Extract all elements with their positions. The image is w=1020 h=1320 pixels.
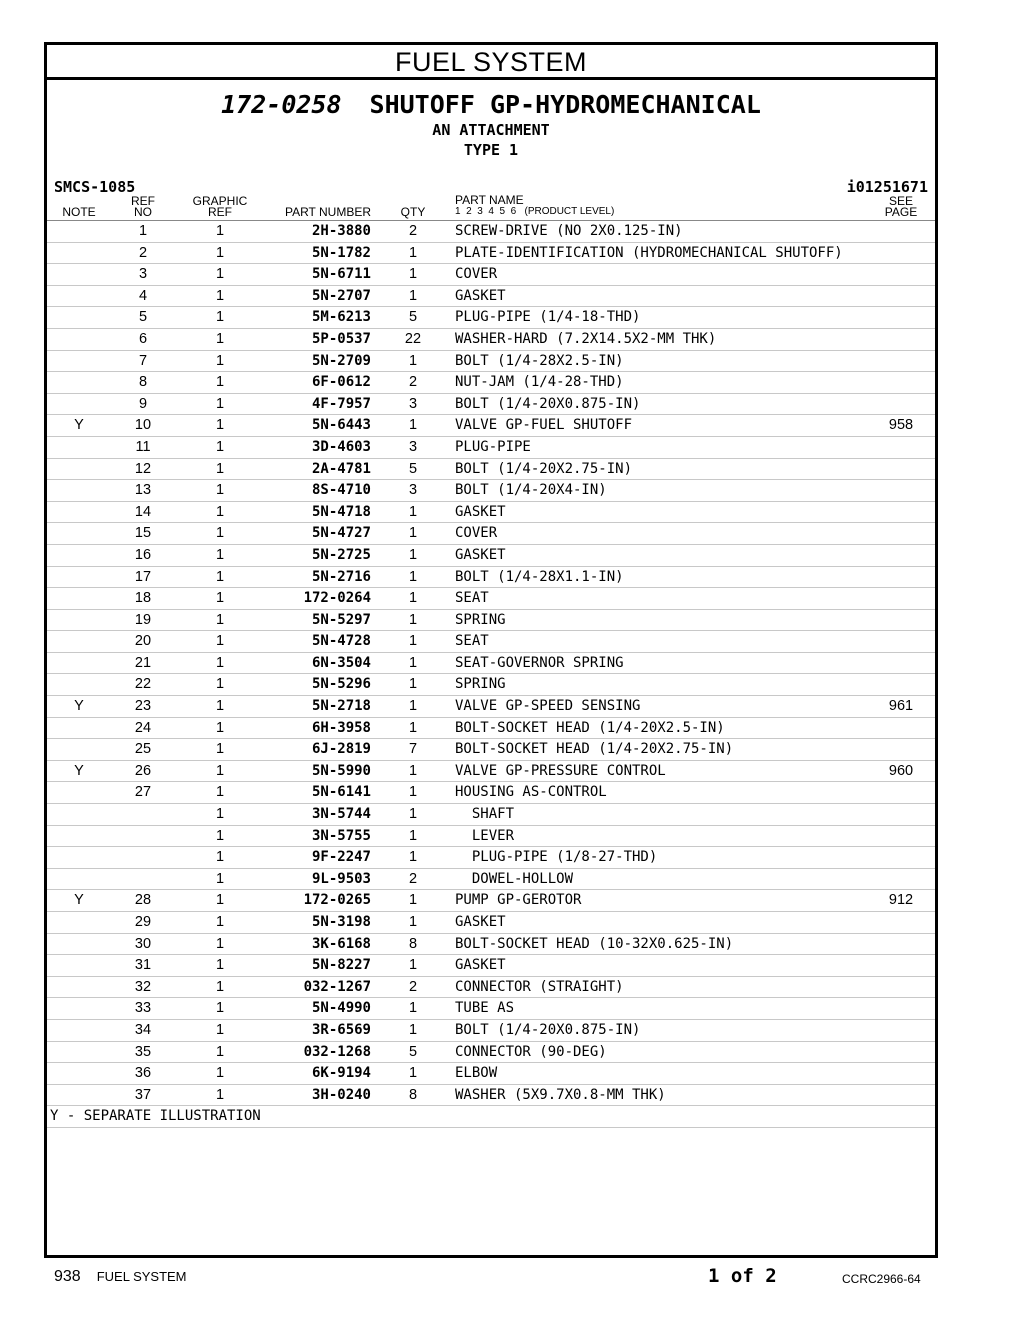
- col-qty: QTY: [400, 205, 426, 219]
- part-name-cell: TUBE AS: [455, 1000, 515, 1017]
- quantity-cell: 1: [408, 590, 418, 607]
- part-name-cell: BOLT (1/4-20X2.75-IN): [455, 460, 633, 477]
- part-name-cell: ELBOW: [455, 1065, 498, 1082]
- part-name-cell: PUMP GP-GEROTOR: [455, 892, 582, 909]
- graphic-ref-cell: 1: [215, 957, 225, 974]
- ref-number-cell: 24: [134, 719, 152, 736]
- table-row: [47, 1063, 935, 1085]
- table-row: [47, 372, 935, 394]
- table-row: [47, 912, 935, 934]
- part-name-cell: PLATE-IDENTIFICATION (HYDROMECHANICAL SHUTOFF): [455, 244, 843, 261]
- table-row: [47, 890, 935, 912]
- ref-number-cell: 19: [134, 611, 152, 628]
- notes-text: Y - SEPARATE ILLUSTRATION: [50, 1108, 261, 1125]
- graphic-ref-cell: 1: [215, 1065, 225, 1082]
- quantity-cell: 3: [408, 395, 418, 412]
- table-row: [47, 847, 935, 869]
- table-row: [47, 1042, 935, 1064]
- graphic-ref-cell: 1: [215, 309, 225, 326]
- col-ref-top: REF: [131, 194, 155, 208]
- part-name-cell: DOWEL-HOLLOW: [455, 870, 574, 887]
- ref-number-cell: 5: [138, 309, 148, 326]
- col-product-level: 1 2 3 4 5 6 (PRODUCT LEVEL): [455, 206, 615, 217]
- quantity-cell: 1: [408, 244, 418, 261]
- part-number-cell: 5N-5296: [311, 676, 371, 693]
- table-row: [47, 610, 935, 632]
- graphic-ref-cell: 1: [215, 482, 225, 499]
- graphic-ref-cell: 1: [215, 330, 225, 347]
- part-number-cell: 5P-0537: [311, 330, 371, 347]
- table-row: [47, 977, 935, 999]
- col-graphic-bottom: REF: [208, 205, 232, 219]
- graphic-ref-cell: 1: [215, 654, 225, 671]
- table-row: [47, 826, 935, 848]
- quantity-cell: 1: [408, 806, 418, 823]
- quantity-cell: 2: [408, 223, 418, 239]
- quantity-cell: 8: [408, 1086, 418, 1103]
- quantity-cell: 1: [408, 266, 418, 283]
- graphic-ref-cell: 1: [215, 719, 225, 736]
- part-name-cell: SCREW-DRIVE (NO 2X0.125-IN): [455, 223, 683, 239]
- quantity-cell: 5: [408, 309, 418, 326]
- graphic-ref-cell: 1: [215, 914, 225, 930]
- note-cell: Y: [74, 762, 84, 779]
- quantity-cell: 3: [408, 482, 418, 499]
- group-title: SHUTOFF GP-HYDROMECHANICAL: [369, 90, 761, 119]
- quantity-cell: 1: [408, 611, 418, 628]
- quantity-cell: 8: [408, 935, 418, 952]
- col-part-name: PART NAME: [455, 193, 524, 207]
- graphic-ref-cell: 1: [215, 676, 225, 693]
- ref-number-cell: 14: [134, 503, 152, 520]
- section-title: FUEL SYSTEM: [47, 45, 935, 80]
- table-row: [47, 934, 935, 956]
- graphic-ref-cell: 1: [215, 1021, 225, 1038]
- quantity-cell: 1: [408, 957, 418, 974]
- graphic-ref-cell: 1: [215, 417, 225, 434]
- part-name-cell: COVER: [455, 525, 498, 542]
- ref-number-cell: 22: [134, 676, 152, 693]
- part-name-cell: VALVE GP-FUEL SHUTOFF: [455, 417, 633, 434]
- quantity-cell: 1: [408, 525, 418, 542]
- group-part-number: 172-0258: [221, 90, 342, 119]
- part-name-cell: NUT-JAM (1/4-28-THD): [455, 374, 624, 391]
- quantity-cell: 1: [408, 503, 418, 520]
- ref-number-cell: 26: [134, 762, 152, 779]
- ref-number-cell: 29: [134, 914, 152, 930]
- table-row: [47, 739, 935, 761]
- notes-legend: [47, 1106, 935, 1128]
- table-row: [47, 243, 935, 265]
- quantity-cell: 1: [408, 914, 418, 930]
- ref-number-cell: 9: [138, 395, 148, 412]
- part-number-cell: 6F-0612: [311, 374, 371, 391]
- graphic-ref-cell: 1: [215, 503, 225, 520]
- graphic-ref-cell: 1: [215, 827, 225, 844]
- footer-page-number: 938: [54, 1268, 81, 1285]
- footer-sheet: 1 of 2: [708, 1265, 777, 1287]
- part-name-cell: BOLT-SOCKET HEAD (1/4-20X2.5-IN): [455, 719, 725, 736]
- col-graphic-top: GRAPHIC: [192, 194, 248, 208]
- part-number-cell: 5N-2718: [311, 698, 371, 715]
- graphic-ref-cell: 1: [215, 762, 225, 779]
- table-row: [47, 221, 935, 243]
- ref-number-cell: 18: [134, 590, 152, 607]
- part-number-cell: 3K-6168: [311, 935, 371, 952]
- graphic-ref-cell: 1: [215, 374, 225, 391]
- part-name-cell: SHAFT: [455, 806, 515, 823]
- part-name-cell: WASHER (5X9.7X0.8-MM THK): [455, 1086, 666, 1103]
- part-number-cell: 5N-4990: [311, 1000, 371, 1017]
- part-number-cell: 5N-2725: [311, 546, 371, 563]
- part-name-cell: VALVE GP-PRESSURE CONTROL: [455, 762, 666, 779]
- table-row: [47, 955, 935, 977]
- part-name-cell: PLUG-PIPE (1/8-27-THD): [455, 849, 658, 866]
- part-number-cell: 5M-6213: [311, 309, 371, 326]
- part-name-cell: CONNECTOR (90-DEG): [455, 1043, 607, 1060]
- graphic-ref-cell: 1: [215, 223, 225, 239]
- graphic-ref-cell: 1: [215, 395, 225, 412]
- part-number-cell: 5N-6711: [311, 266, 371, 283]
- part-name-cell: SEAT: [455, 590, 489, 607]
- col-see-top: SEE: [888, 194, 913, 208]
- group-subtitle-type: TYPE 1: [463, 141, 519, 159]
- part-name-cell: LEVER: [455, 827, 515, 844]
- graphic-ref-cell: 1: [215, 935, 225, 952]
- quantity-cell: 5: [408, 460, 418, 477]
- see-page-cell: 958: [888, 417, 914, 434]
- quantity-cell: 22: [404, 330, 422, 347]
- part-number-cell: 9L-9503: [311, 870, 371, 887]
- see-page-cell: 961: [888, 698, 914, 715]
- graphic-ref-cell: 1: [215, 870, 225, 887]
- table-row: [47, 869, 935, 891]
- part-number-cell: 8S-4710: [311, 482, 371, 499]
- ref-number-cell: 3: [138, 266, 148, 283]
- graphic-ref-cell: 1: [215, 460, 225, 477]
- part-number-cell: 5N-1782: [311, 244, 371, 261]
- part-number-cell: 5N-4718: [311, 503, 371, 520]
- part-number-cell: 172-0265: [303, 892, 371, 909]
- ref-number-cell: 7: [138, 352, 148, 369]
- ref-number-cell: 21: [134, 654, 152, 671]
- part-name-cell: BOLT (1/4-28X1.1-IN): [455, 568, 624, 585]
- ref-number-cell: 16: [134, 546, 152, 563]
- quantity-cell: 1: [408, 633, 418, 650]
- parts-page-frame: [44, 42, 938, 1258]
- ref-number-cell: 20: [134, 633, 152, 650]
- col-see-bottom: PAGE: [884, 205, 918, 219]
- part-number-cell: 5N-4727: [311, 525, 371, 542]
- graphic-ref-cell: 1: [215, 741, 225, 758]
- part-name-cell: WASHER-HARD (7.2X14.5X2-MM THK): [455, 330, 717, 347]
- quantity-cell: 1: [408, 568, 418, 585]
- col-note: NOTE: [62, 205, 96, 219]
- ref-number-cell: 37: [134, 1086, 152, 1103]
- graphic-ref-cell: 1: [215, 849, 225, 866]
- see-page-cell: 912: [888, 892, 914, 909]
- table-row: [47, 264, 935, 286]
- part-name-cell: BOLT (1/4-20X4-IN): [455, 482, 607, 499]
- graphic-ref-cell: 1: [215, 546, 225, 563]
- table-row: [47, 567, 935, 589]
- quantity-cell: 3: [408, 438, 418, 455]
- table-row: [47, 480, 935, 502]
- ref-number-cell: 32: [134, 978, 152, 995]
- group-heading: [47, 80, 935, 160]
- footer-left: [54, 1268, 187, 1286]
- quantity-cell: 1: [408, 719, 418, 736]
- col-ref-bottom: NO: [134, 205, 152, 219]
- ref-number-cell: 27: [134, 784, 152, 801]
- table-row: [47, 588, 935, 610]
- graphic-ref-cell: 1: [215, 633, 225, 650]
- part-number-cell: 5N-6141: [311, 784, 371, 801]
- part-number-cell: 5N-2707: [311, 287, 371, 304]
- ref-number-cell: 11: [135, 438, 151, 455]
- part-name-cell: BOLT (1/4-20X0.875-IN): [455, 1021, 641, 1038]
- part-number-cell: 5N-3198: [311, 914, 371, 930]
- footer-code: CCRC2966-64: [842, 1272, 921, 1286]
- graphic-ref-cell: 1: [215, 438, 225, 455]
- graphic-ref-cell: 1: [215, 611, 225, 628]
- ref-number-cell: 31: [134, 957, 152, 974]
- quantity-cell: 1: [408, 849, 418, 866]
- ref-number-cell: 33: [134, 1000, 152, 1017]
- quantity-cell: 1: [408, 698, 418, 715]
- part-number-cell: 5N-5297: [311, 611, 371, 628]
- table-row: [47, 998, 935, 1020]
- part-number-cell: 5N-2716: [311, 568, 371, 585]
- ref-number-cell: 17: [134, 568, 152, 585]
- quantity-cell: 1: [408, 676, 418, 693]
- part-number-cell: 032-1268: [303, 1043, 371, 1060]
- part-name-cell: CONNECTOR (STRAIGHT): [455, 978, 624, 995]
- part-name-cell: SPRING: [455, 611, 506, 628]
- part-number-cell: 9F-2247: [311, 849, 371, 866]
- ref-number-cell: 2: [138, 244, 148, 261]
- col-part-number: PART NUMBER: [284, 205, 371, 219]
- part-name-cell: SEAT: [455, 633, 489, 650]
- part-name-cell: SEAT-GOVERNOR SPRING: [455, 654, 624, 671]
- part-number-cell: 3N-5744: [311, 806, 371, 823]
- table-row: [47, 804, 935, 826]
- table-row: [47, 329, 935, 351]
- part-name-cell: PLUG-PIPE: [455, 438, 531, 455]
- part-name-cell: GASKET: [455, 914, 506, 930]
- quantity-cell: 1: [408, 1021, 418, 1038]
- quantity-cell: 1: [408, 546, 418, 563]
- part-name-cell: GASKET: [455, 503, 506, 520]
- table-row: [47, 782, 935, 804]
- part-name-cell: GASKET: [455, 287, 506, 304]
- quantity-cell: 2: [408, 374, 418, 391]
- table-row: [47, 1020, 935, 1042]
- part-name-cell: COVER: [455, 266, 498, 283]
- part-number-cell: 032-1267: [303, 978, 371, 995]
- part-number-cell: 5N-4728: [311, 633, 371, 650]
- quantity-cell: 2: [408, 870, 418, 887]
- quantity-cell: 1: [408, 784, 418, 801]
- ref-number-cell: 1: [138, 223, 148, 239]
- part-number-cell: 3D-4603: [311, 438, 371, 455]
- graphic-ref-cell: 1: [215, 590, 225, 607]
- part-number-cell: 6H-3958: [311, 719, 371, 736]
- graphic-ref-cell: 1: [215, 1086, 225, 1103]
- table-row: [47, 1085, 935, 1107]
- part-number-cell: 6N-3504: [311, 654, 371, 671]
- table-row: [47, 502, 935, 524]
- graphic-ref-cell: 1: [215, 525, 225, 542]
- part-name-cell: VALVE GP-SPEED SENSING: [455, 698, 641, 715]
- part-name-cell: GASKET: [455, 957, 506, 974]
- graphic-ref-cell: 1: [215, 287, 225, 304]
- part-number-cell: 4F-7957: [311, 395, 371, 412]
- group-subtitle-attachment: AN ATTACHMENT: [432, 121, 550, 139]
- table-row: [47, 631, 935, 653]
- quantity-cell: 1: [408, 417, 418, 434]
- quantity-cell: 1: [408, 1000, 418, 1017]
- ref-number-cell: 36: [134, 1065, 152, 1082]
- part-number-cell: 5N-6443: [311, 417, 371, 434]
- note-cell: Y: [74, 698, 84, 715]
- ref-number-cell: 28: [134, 892, 152, 909]
- table-row: [47, 696, 935, 718]
- quantity-cell: 1: [408, 352, 418, 369]
- table-row: [47, 437, 935, 459]
- table-row: [47, 415, 935, 437]
- part-name-cell: BOLT (1/4-28X2.5-IN): [455, 352, 624, 369]
- quantity-cell: 1: [408, 827, 418, 844]
- ref-number-cell: 30: [134, 935, 152, 952]
- graphic-ref-cell: 1: [215, 1043, 225, 1060]
- ref-number-cell: 12: [134, 460, 152, 477]
- ref-number-cell: 10: [134, 417, 152, 434]
- column-headers: [47, 194, 935, 221]
- table-row: [47, 761, 935, 783]
- graphic-ref-cell: 1: [215, 698, 225, 715]
- ref-number-cell: 6: [138, 330, 148, 347]
- quantity-cell: 1: [408, 1065, 418, 1082]
- note-cell: Y: [74, 892, 84, 909]
- document-id: i01251671: [846, 178, 928, 196]
- part-name-cell: BOLT (1/4-20X0.875-IN): [455, 395, 641, 412]
- part-number-cell: 3N-5755: [311, 827, 371, 844]
- ref-number-cell: 35: [134, 1043, 152, 1060]
- table-row: [47, 523, 935, 545]
- ref-number-cell: 13: [134, 482, 152, 499]
- table-row: [47, 459, 935, 481]
- footer-section: FUEL SYSTEM: [96, 1269, 187, 1284]
- table-row: [47, 307, 935, 329]
- part-number-cell: 5N-5990: [311, 762, 371, 779]
- part-name-cell: SPRING: [455, 676, 506, 693]
- quantity-cell: 1: [408, 762, 418, 779]
- quantity-cell: 2: [408, 978, 418, 995]
- part-number-cell: 2H-3880: [311, 223, 371, 239]
- table-row: [47, 674, 935, 696]
- smcs-code: SMCS-1085: [54, 178, 136, 196]
- parts-table: [47, 221, 935, 1106]
- graphic-ref-cell: 1: [215, 892, 225, 909]
- table-row: [47, 286, 935, 308]
- ref-number-cell: 23: [134, 698, 152, 715]
- part-number-cell: 3H-0240: [311, 1086, 371, 1103]
- graphic-ref-cell: 1: [215, 244, 225, 261]
- ref-number-cell: 15: [134, 525, 152, 542]
- quantity-cell: 1: [408, 287, 418, 304]
- ref-number-cell: 8: [138, 374, 148, 391]
- part-number-cell: 3R-6569: [311, 1021, 371, 1038]
- part-name-cell: HOUSING AS-CONTROL: [455, 784, 607, 801]
- quantity-cell: 5: [408, 1043, 418, 1060]
- table-row: [47, 545, 935, 567]
- part-number-cell: 2A-4781: [311, 460, 371, 477]
- graphic-ref-cell: 1: [215, 1000, 225, 1017]
- part-number-cell: 5N-8227: [311, 957, 371, 974]
- quantity-cell: 1: [408, 892, 418, 909]
- part-name-cell: GASKET: [455, 546, 506, 563]
- table-row: [47, 351, 935, 373]
- part-name-cell: BOLT-SOCKET HEAD (1/4-20X2.75-IN): [455, 741, 734, 758]
- part-number-cell: 6K-9194: [311, 1065, 371, 1082]
- part-number-cell: 172-0264: [303, 590, 371, 607]
- quantity-cell: 1: [408, 654, 418, 671]
- ref-number-cell: 4: [138, 287, 148, 304]
- table-row: [47, 718, 935, 740]
- graphic-ref-cell: 1: [215, 806, 225, 823]
- ref-number-cell: 25: [134, 741, 152, 758]
- part-number-cell: 6J-2819: [311, 741, 371, 758]
- part-number-cell: 5N-2709: [311, 352, 371, 369]
- graphic-ref-cell: 1: [215, 568, 225, 585]
- see-page-cell: 960: [888, 762, 914, 779]
- quantity-cell: 7: [408, 741, 418, 758]
- note-cell: Y: [74, 417, 84, 434]
- table-row: [47, 653, 935, 675]
- part-name-cell: BOLT-SOCKET HEAD (10-32X0.625-IN): [455, 935, 734, 952]
- graphic-ref-cell: 1: [215, 266, 225, 283]
- graphic-ref-cell: 1: [215, 352, 225, 369]
- table-row: [47, 394, 935, 416]
- graphic-ref-cell: 1: [215, 978, 225, 995]
- ref-number-cell: 34: [134, 1021, 152, 1038]
- graphic-ref-cell: 1: [215, 784, 225, 801]
- smcs-row: [47, 172, 935, 194]
- part-name-cell: PLUG-PIPE (1/4-18-THD): [455, 309, 641, 326]
